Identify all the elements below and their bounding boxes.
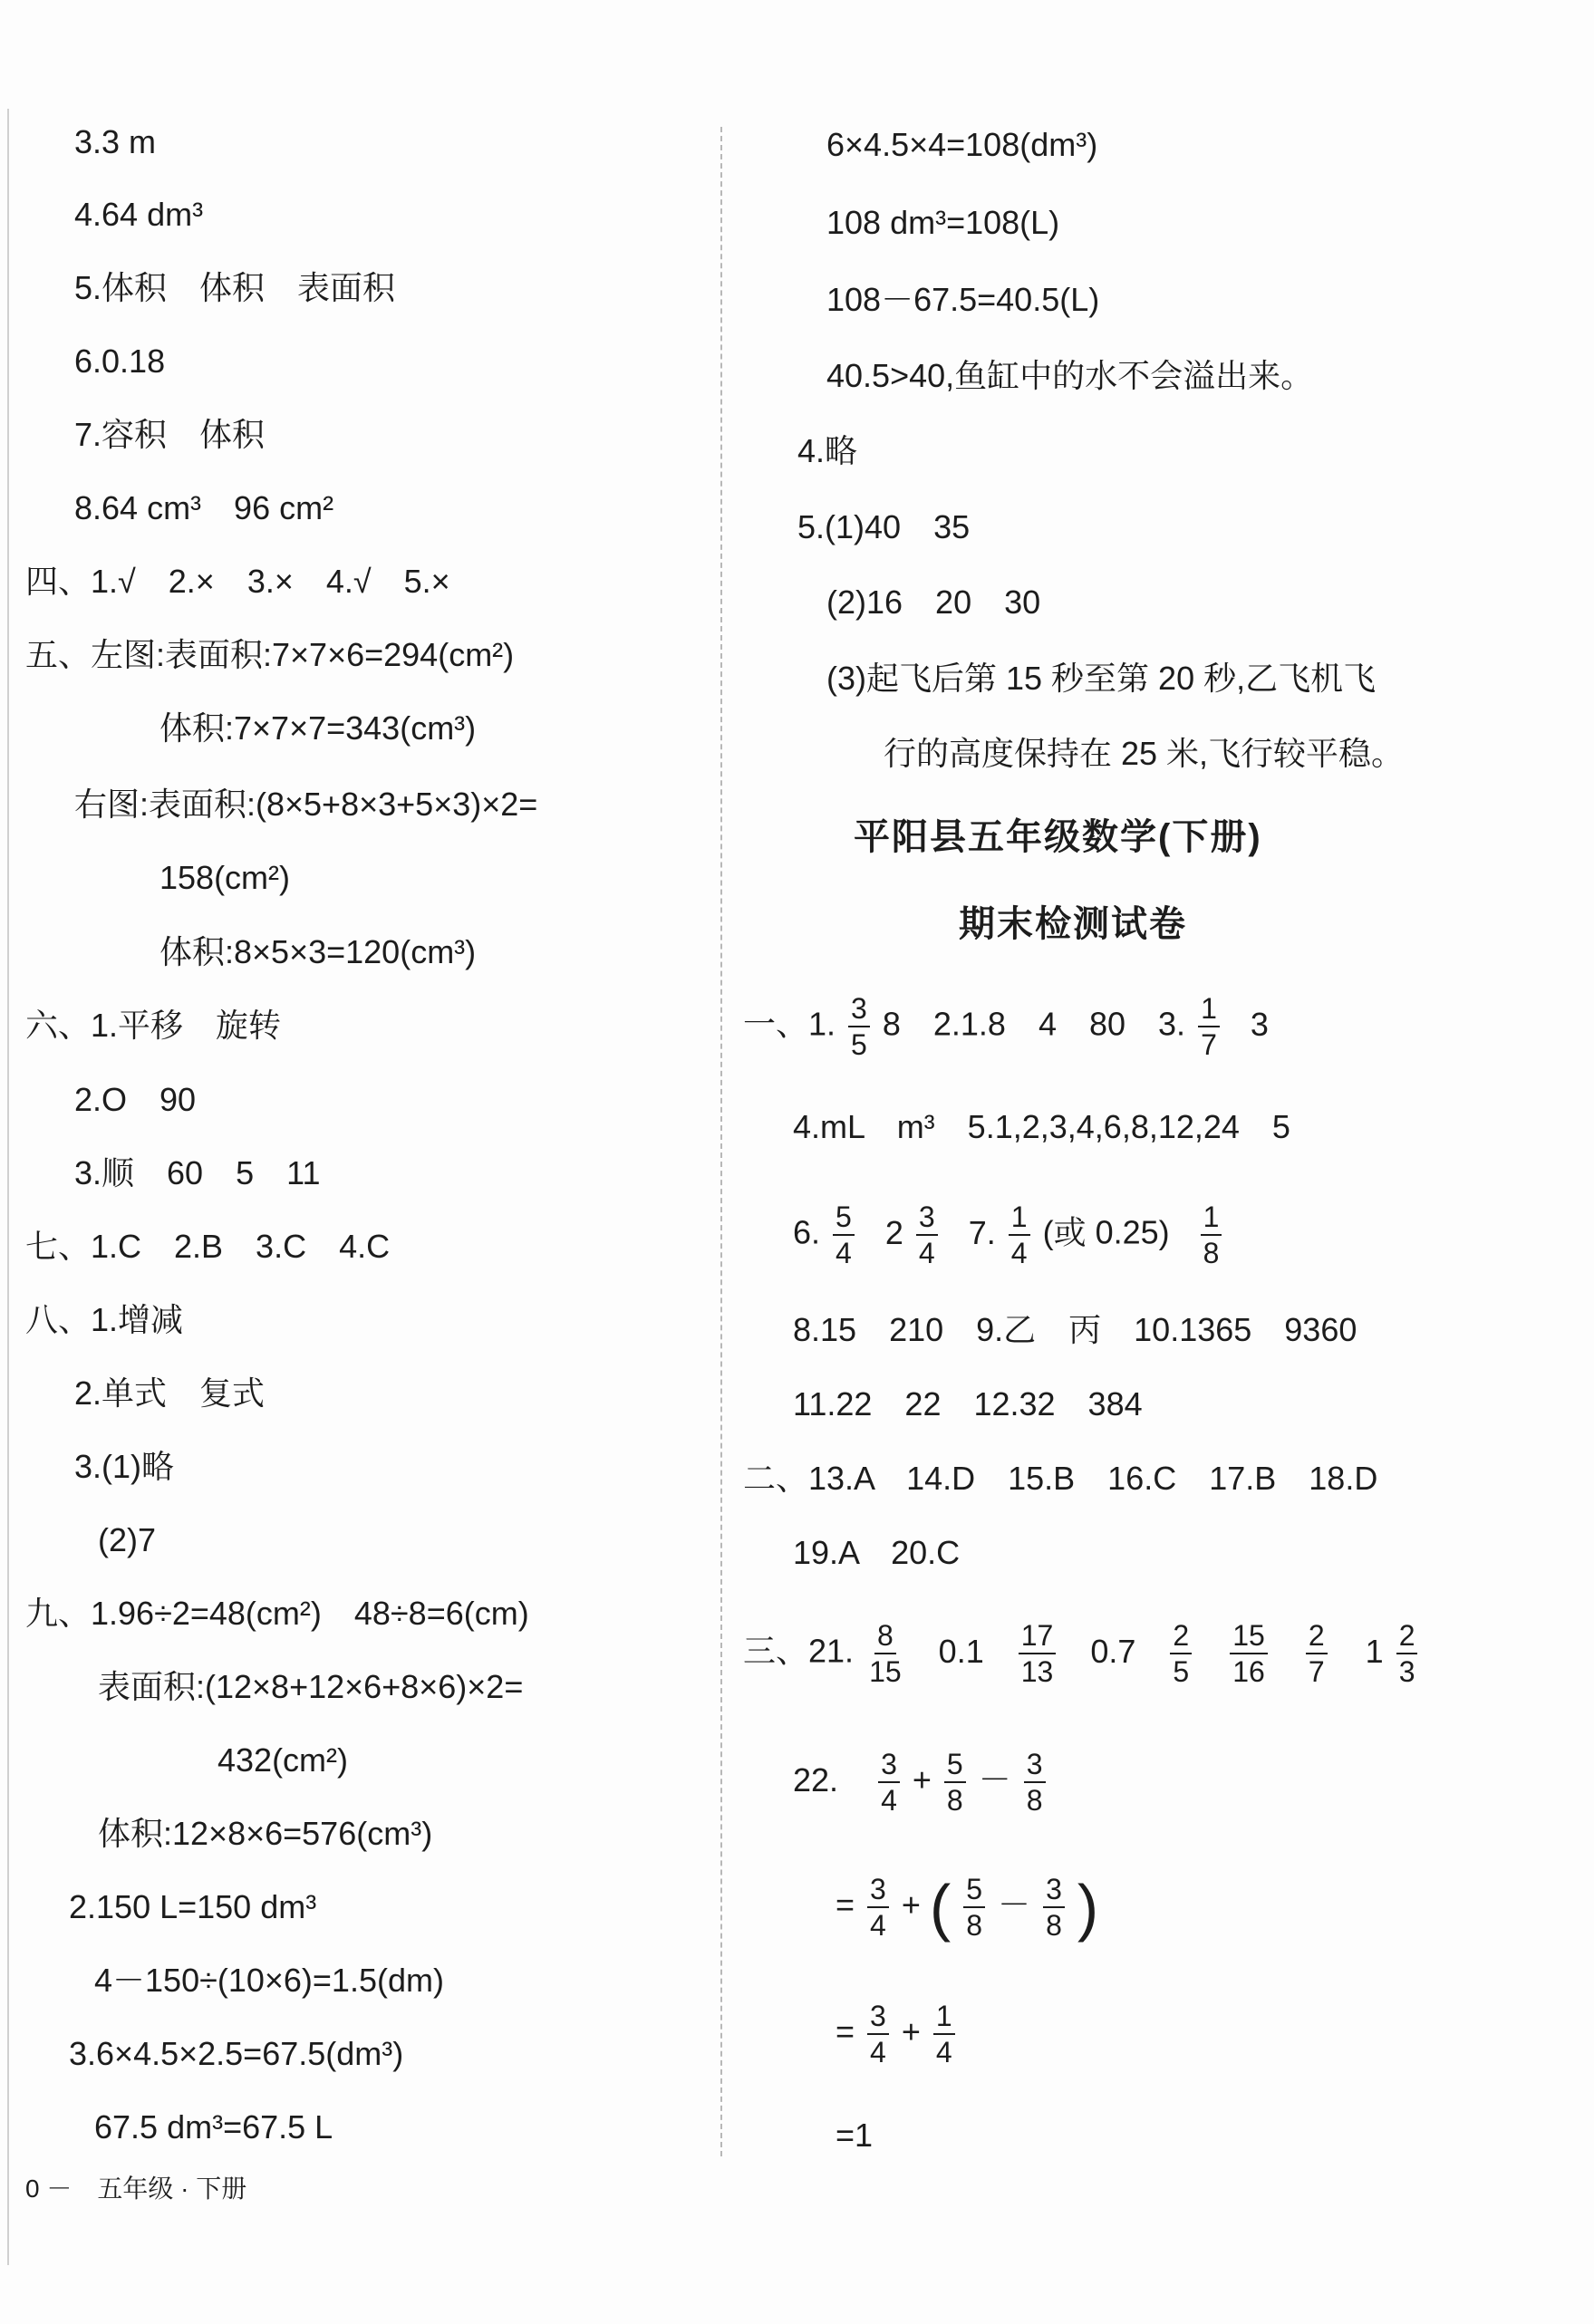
answer-line: 108 dm³=108(L) xyxy=(826,204,1060,241)
fraction: $\frac{15}{16}$ xyxy=(1230,1620,1268,1687)
answer-line: 行的高度保持在 25 米,飞行较平稳。 xyxy=(884,735,1405,772)
column-divider xyxy=(720,127,722,2156)
answer-line: 3.3 m xyxy=(74,123,157,160)
fraction: $\frac{2}{3}$ xyxy=(1396,1620,1418,1687)
answer-line: 8.15 210 9.乙 丙 10.1365 9360 xyxy=(793,1311,1357,1348)
section-subtitle: 期末检测试卷 xyxy=(959,904,1187,944)
answer-line-21: 三、21. $\frac{8}{15}$ 0.1 $\frac{17}{13}$ 0.7 $\frac{2}{5}$ $\frac{15}{16}$ $\frac{2}{7}$ 1 $\frac{2}{3}$ xyxy=(743,1620,1421,1687)
answer-line: 4－150÷(10×6)=1.5(dm) xyxy=(94,1962,444,1999)
fraction: $\frac{5}{8}$ xyxy=(944,1749,966,1816)
answer-line: 四、1.√ 2.× 3.× 4.√ 5.× xyxy=(25,563,450,600)
fraction: $\frac{3}{4}$ xyxy=(916,1201,938,1268)
answer-line: 八、1.增减 xyxy=(25,1301,184,1338)
answer-line: 8.64 cm³ 96 cm² xyxy=(74,489,334,526)
answer-line: 2.单式 复式 xyxy=(74,1374,266,1412)
answer-line-6: 6. $\frac{5}{4}$ 2 $\frac{3}{4}$ 7. $\frac{1}{4}$ (或 0.25) $\frac{1}{8}$ xyxy=(793,1201,1225,1268)
answer-line: 11.22 22 12.32 384 xyxy=(793,1385,1143,1422)
answer-line: =1 xyxy=(836,2117,874,2154)
answer-line: 158(cm²) xyxy=(159,859,291,896)
answer-line: 九、1.96÷2=48(cm²) 48÷8=6(cm) xyxy=(25,1595,529,1632)
answer-line: 五、左图:表面积:7×7×6=294(cm²) xyxy=(25,636,515,673)
answer-line: 七、1.C 2.B 3.C 4.C xyxy=(25,1228,391,1265)
answer-line: 6.0.18 xyxy=(74,342,166,380)
answer-line: 2.150 L=150 dm³ xyxy=(69,1888,317,1925)
fraction: $\frac{1}{4}$ xyxy=(1009,1201,1030,1268)
answer-line: 体积:7×7×7=343(cm³) xyxy=(159,709,477,747)
answer-line: (2)16 20 30 xyxy=(826,583,1041,621)
section-title: 平阳县五年级数学(下册) xyxy=(854,817,1262,857)
answer-line: 2.O 90 xyxy=(74,1081,197,1118)
answer-line: 体积:8×5×3=120(cm³) xyxy=(159,933,477,970)
fraction: $\frac{1}{4}$ xyxy=(933,2001,955,2068)
fraction: $\frac{5}{8}$ xyxy=(963,1874,985,1941)
answer-line: 19.A 20.C xyxy=(793,1534,961,1571)
answer-line: 108－67.5=40.5(L) xyxy=(826,281,1100,318)
fraction: $\frac{3}{8}$ xyxy=(1043,1874,1065,1941)
fraction: $\frac{3}{4}$ xyxy=(867,2001,889,2068)
answer-line-step2: = $\frac{3}{4}$ + $\frac{1}{4}$ xyxy=(836,2001,959,2068)
answer-line: 表面积:(12×8+12×6+8×6)×2= xyxy=(98,1668,524,1705)
answer-line-22: 22. $\frac{3}{4}$ + $\frac{5}{8}$ － $\frac{3}{8}$ xyxy=(793,1749,1049,1816)
fraction: $\frac{3}{4}$ xyxy=(867,1874,889,1941)
fraction: $\frac{1}{7}$ xyxy=(1198,993,1220,1060)
answer-line: 4.略 xyxy=(797,432,858,469)
answer-line: 67.5 dm³=67.5 L xyxy=(94,2108,333,2146)
answer-line-1: 一、1. $\frac{3}{5}$ 8 2.1.8 4 80 3. $\frac{1}{7}$ 3 xyxy=(743,992,1269,1061)
answer-line-step1: = $\frac{3}{4}$ + ( $\frac{5}{8}$ － $\frac{3}{8}$ ) xyxy=(836,1872,1099,1943)
fraction: $\frac{1}{8}$ xyxy=(1201,1201,1222,1268)
answer-line: 6×4.5×4=108(dm³) xyxy=(826,126,1098,163)
answer-line: 3.(1)略 xyxy=(74,1448,175,1485)
fraction: $\frac{5}{4}$ xyxy=(833,1201,855,1268)
answer-line: 5.(1)40 35 xyxy=(797,508,971,545)
answer-line: 3.6×4.5×2.5=67.5(dm³) xyxy=(69,2035,404,2072)
fraction: $\frac{3}{4}$ xyxy=(878,1749,900,1816)
answer-line: 六、1.平移 旋转 xyxy=(25,1007,282,1044)
fraction: $\frac{2}{7}$ xyxy=(1306,1620,1328,1687)
answer-line: 右图:表面积:(8×5+8×3+5×3)×2= xyxy=(74,786,538,823)
fraction: $\frac{2}{5}$ xyxy=(1170,1620,1192,1687)
fraction: $\frac{8}{15}$ xyxy=(869,1619,902,1688)
answer-line: 3.顺 60 5 11 xyxy=(74,1154,321,1191)
answer-line: (3)起飞后第 15 秒至第 20 秒,乙飞机飞 xyxy=(826,660,1377,697)
fraction: $\frac{3}{8}$ xyxy=(1024,1749,1046,1816)
answer-line: 7.容积 体积 xyxy=(74,416,266,453)
answer-line: 体积:12×8×6=576(cm³) xyxy=(98,1815,433,1852)
fraction: $\frac{3}{5}$ xyxy=(848,993,870,1060)
answer-line: 二、13.A 14.D 15.B 16.C 17.B 18.D xyxy=(743,1460,1378,1497)
answer-line: (2)7 xyxy=(98,1521,157,1558)
page-edge-line xyxy=(7,109,9,2265)
fraction: $\frac{17}{13}$ xyxy=(1019,1620,1057,1687)
answer-line: 432(cm²) xyxy=(217,1741,349,1779)
answer-line: 4.64 dm³ xyxy=(74,196,204,233)
answer-line: 4.mL m³ 5.1,2,3,4,6,8,12,24 5 xyxy=(793,1108,1290,1145)
page-footer: 0 － 五年级 · 下册 xyxy=(25,2175,247,2203)
answer-line: 40.5>40,鱼缸中的水不会溢出来。 xyxy=(826,357,1314,394)
answer-line: 5.体积 体积 表面积 xyxy=(74,269,396,306)
